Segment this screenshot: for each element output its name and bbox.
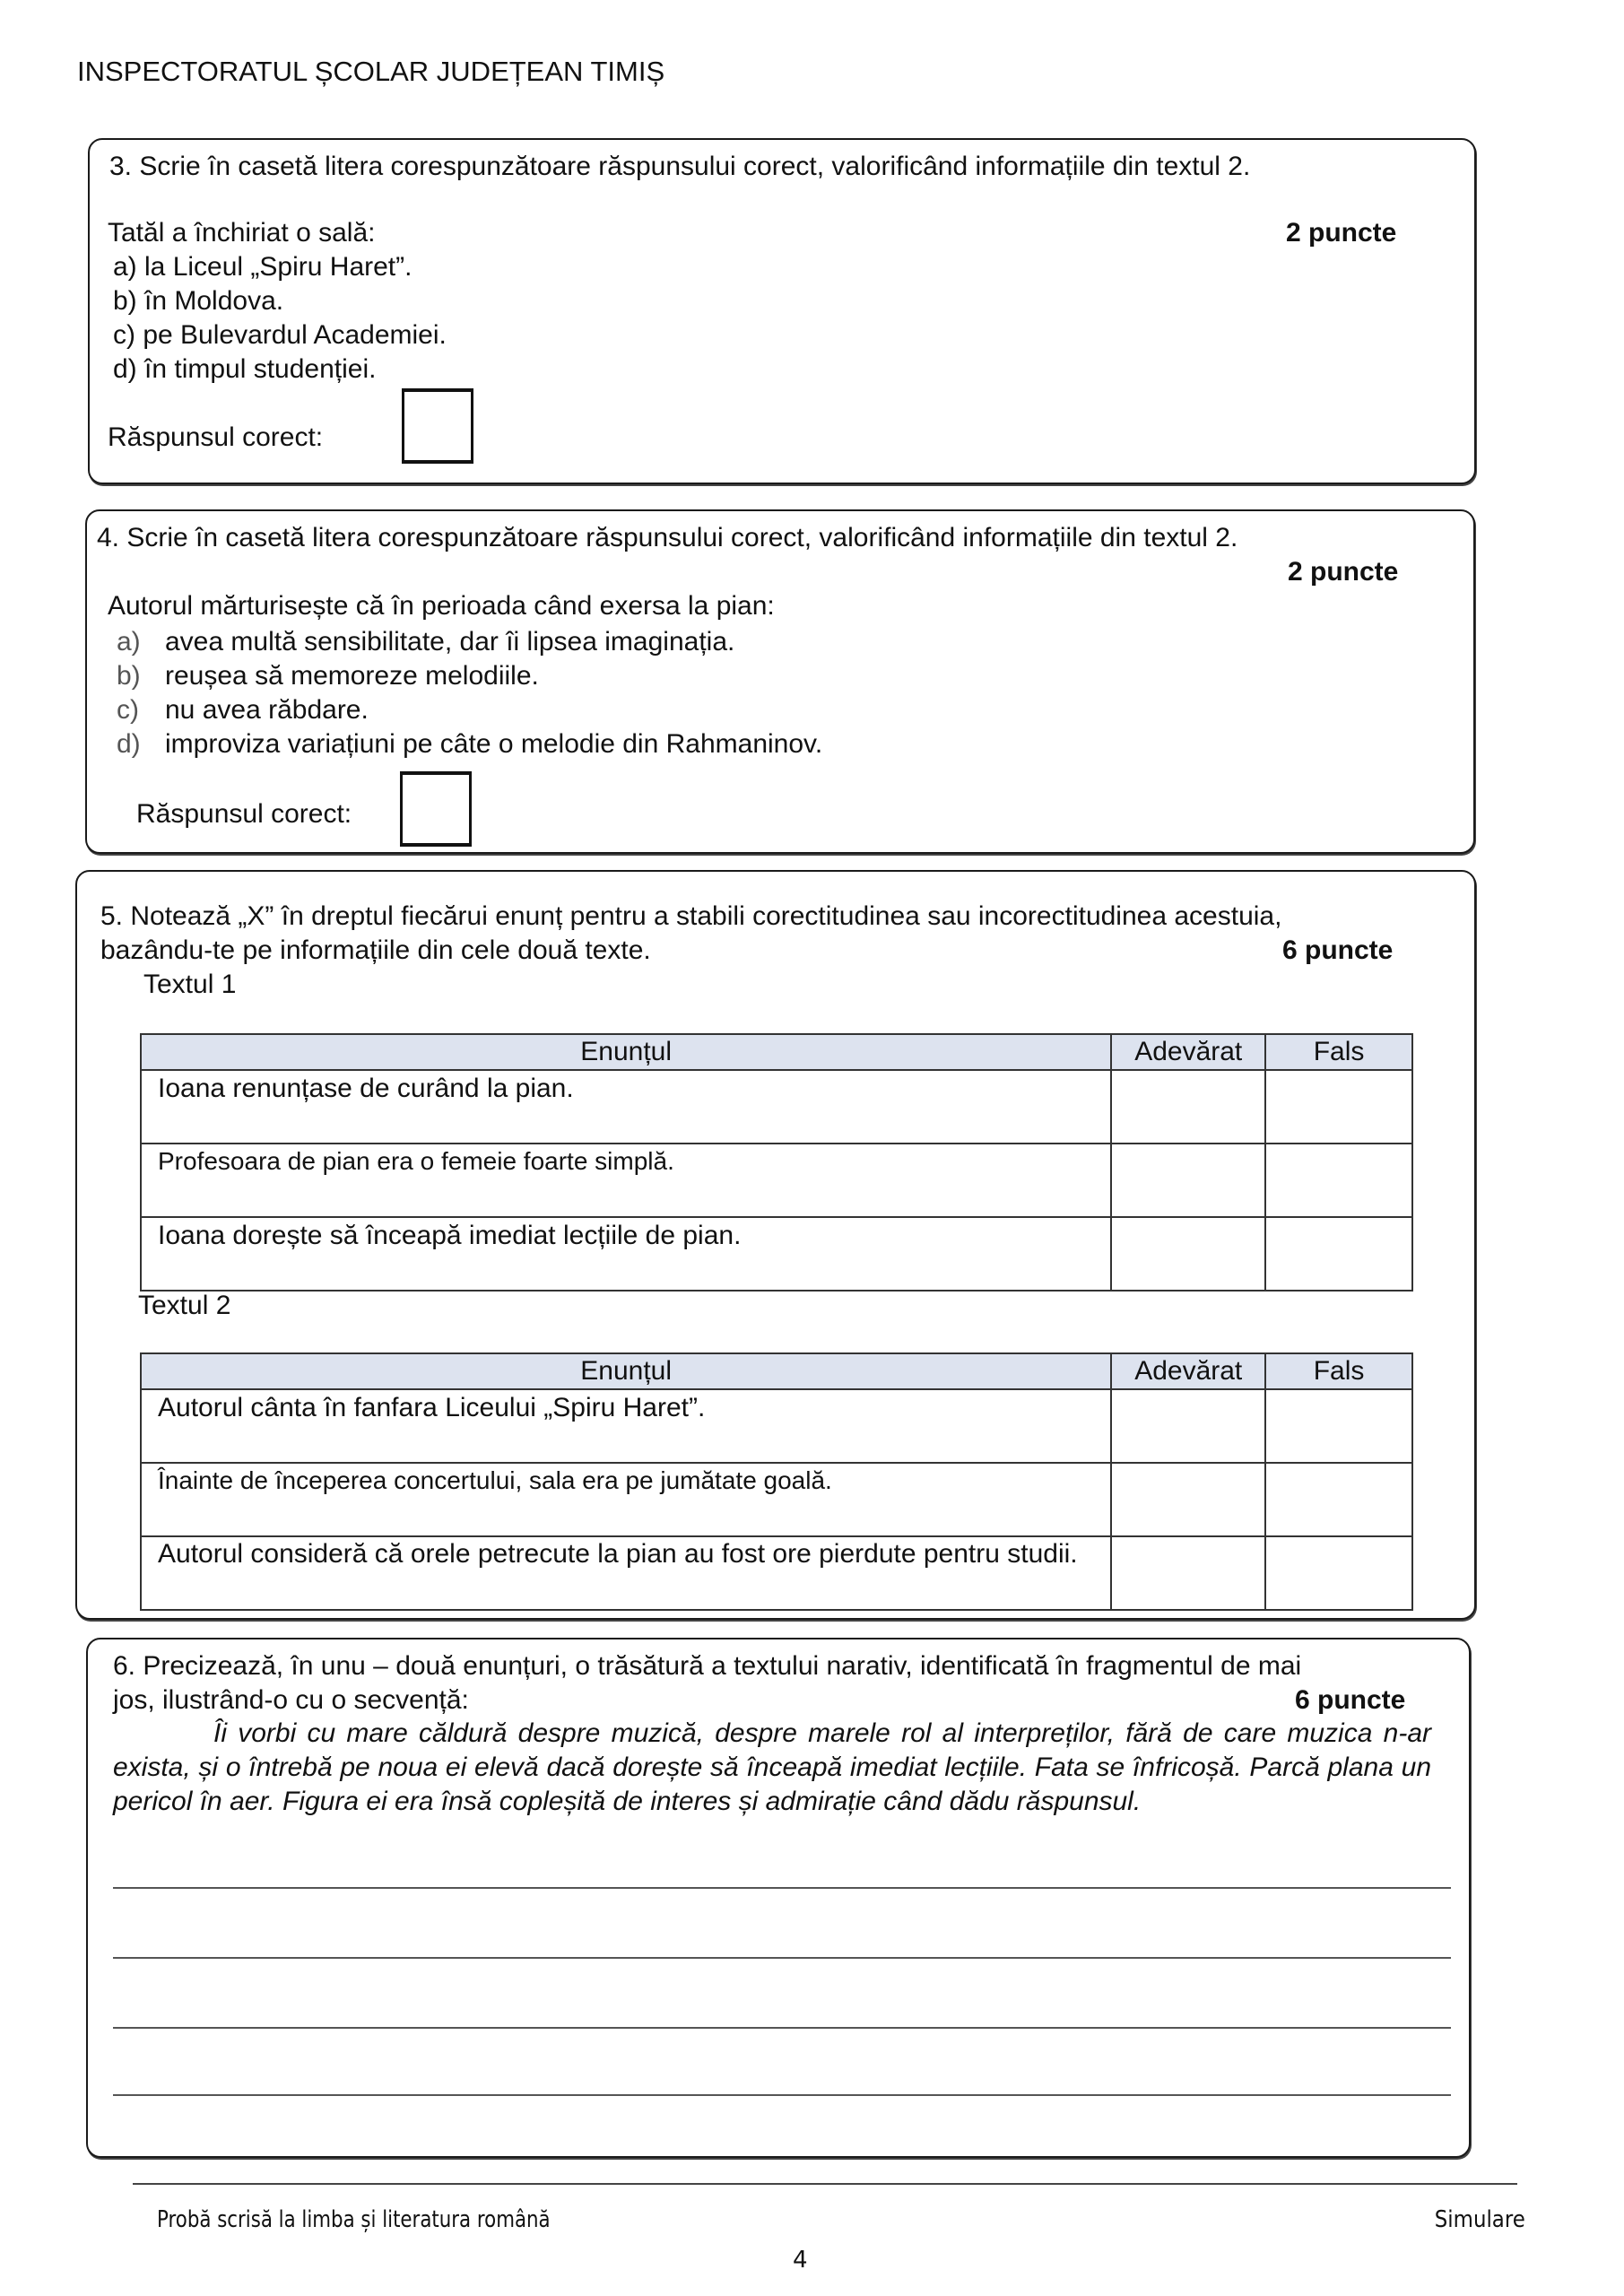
q6-points: 6 puncte [1295,1685,1406,1715]
q5-textul-2-label: Textul 2 [138,1291,231,1320]
fals-checkbox-cell[interactable] [1265,1389,1412,1463]
answer-line-2[interactable] [113,1957,1451,1959]
statement-cell: Ioana renunțase de curând la pian. [141,1070,1111,1144]
q4-option-text: avea multă sensibilitate, dar îi lipsea imaginația. [165,627,735,657]
q4-option-letter: c) [117,695,139,725]
footer-label-simulare: Simulare [1434,2206,1525,2233]
q5-table-textul-2 [140,1352,1413,1611]
adevarat-checkbox-cell[interactable] [1111,1217,1265,1291]
adevarat-checkbox-cell[interactable] [1111,1144,1265,1217]
column-header-fals: Fals [1265,1353,1412,1389]
q3-option-a[interactable]: a) la Liceul „Spiru Haret”. [113,252,413,282]
table-row [141,1536,1412,1610]
q6-instruction-line2: jos, ilustrând-o cu o secvență: [113,1685,469,1715]
table-row [141,1463,1412,1536]
fals-checkbox-cell[interactable] [1265,1463,1412,1536]
statement-cell: Înainte de începerea concertului, sala era pe jumătate goală. [141,1463,1111,1536]
table-header-row [141,1034,1412,1070]
q4-option-letter: a) [117,627,141,657]
footer-page-number: 4 [793,2247,808,2274]
answer-line-1[interactable] [113,1887,1451,1889]
footer-divider [133,2183,1517,2185]
fals-checkbox-cell[interactable] [1265,1070,1412,1144]
q3-option-d[interactable]: d) în timpul studenției. [113,354,377,384]
column-header-enuntul: Enunțul [141,1034,1111,1070]
statement-cell: Autorul consideră că orele petrecute la pian au fost ore pierdute pentru studii. [141,1536,1111,1610]
q5-instruction-line1: 5. Notează „X” în dreptul fiecărui enunț pentru a stabili corectitudinea sau incorectitudinea acestuia, [100,901,1282,931]
q5-instruction-line2: bazându-te pe informațiile din cele două texte. [100,935,651,965]
table-row [141,1070,1412,1144]
q4-answer-input[interactable] [400,771,472,847]
adevarat-checkbox-cell[interactable] [1111,1463,1265,1536]
q4-option-b[interactable] [117,660,539,692]
statement-cell: Autorul cânta în fanfara Liceului „Spiru Haret”. [141,1389,1111,1463]
page-header-title: INSPECTORATUL ȘCOLAR JUDEȚEAN TIMIȘ [77,56,665,87]
q4-option-c[interactable] [117,694,369,726]
column-header-adevarat: Adevărat [1111,1353,1265,1389]
q3-stem: Tatăl a închiriat o sală: [108,218,376,248]
table-header-row [141,1353,1412,1389]
q6-excerpt: Îi vorbi cu mare căldură despre muzică, despre marele rol al interpreților, fără de care muzica n-ar exista, și o întrebă pe noua ei elevă dacă dorește să înceapă imediat lecțiile. Fata se înfricoșă. Parcă plana un pericol în aer. Figura ei era însă copleșită de interes și admirație când dădu răspunsul. [113,1718,1431,1816]
q4-option-letter: b) [117,661,141,691]
q4-option-text: reușea să memoreze melodiile. [165,661,539,691]
footer-exam-title: Probă scrisă la limba și literatura română [157,2206,551,2233]
q3-points: 2 puncte [1286,218,1397,248]
q5-table-textul-1 [140,1033,1413,1292]
q3-answer-label: Răspunsul corect: [108,422,324,452]
q4-option-text: nu avea răbdare. [165,695,369,725]
answer-line-4[interactable] [113,2094,1451,2096]
table-row [141,1217,1412,1291]
adevarat-checkbox-cell[interactable] [1111,1070,1265,1144]
q5-textul-1-label: Textul 1 [143,970,237,999]
adevarat-checkbox-cell[interactable] [1111,1536,1265,1610]
fals-checkbox-cell[interactable] [1265,1144,1412,1217]
adevarat-checkbox-cell[interactable] [1111,1389,1265,1463]
statement-cell: Ioana dorește să înceapă imediat lecțiile de pian. [141,1217,1111,1291]
table-row [141,1144,1412,1217]
table-row [141,1389,1412,1463]
q4-points: 2 puncte [1288,557,1399,587]
column-header-adevarat: Adevărat [1111,1034,1265,1070]
statement-cell: Profesoara de pian era o femeie foarte simplă. [141,1144,1111,1217]
q3-option-c[interactable]: c) pe Bulevardul Academiei. [113,320,447,350]
column-header-enuntul: Enunțul [141,1353,1111,1389]
q5-points: 6 puncte [1282,935,1394,965]
column-header-fals: Fals [1265,1034,1412,1070]
q3-instruction: 3. Scrie în casetă litera corespunzătoare răspunsului corect, valorificând informațiile din textul 2. [109,152,1251,181]
q4-option-a[interactable] [117,626,734,658]
q4-answer-label: Răspunsul corect: [136,799,352,829]
q3-option-b[interactable]: b) în Moldova. [113,286,284,316]
q4-option-text: improviza variațiuni pe câte o melodie din Rahmaninov. [165,729,823,759]
fals-checkbox-cell[interactable] [1265,1217,1412,1291]
q4-stem: Autorul mărturisește că în perioada când exersa la pian: [108,591,775,621]
q4-option-d[interactable] [117,728,822,761]
answer-line-3[interactable] [113,2027,1451,2029]
q3-answer-input[interactable] [402,388,473,464]
q6-instruction-line1: 6. Precizează, în unu – două enunțuri, o trăsătură a textului narativ, identificată în fragmentul de mai [113,1651,1302,1681]
q4-option-letter: d) [117,729,141,759]
q4-instruction: 4. Scrie în casetă litera corespunzătoare răspunsului corect, valorificând informațiile din textul 2. [97,523,1238,552]
fals-checkbox-cell[interactable] [1265,1536,1412,1610]
